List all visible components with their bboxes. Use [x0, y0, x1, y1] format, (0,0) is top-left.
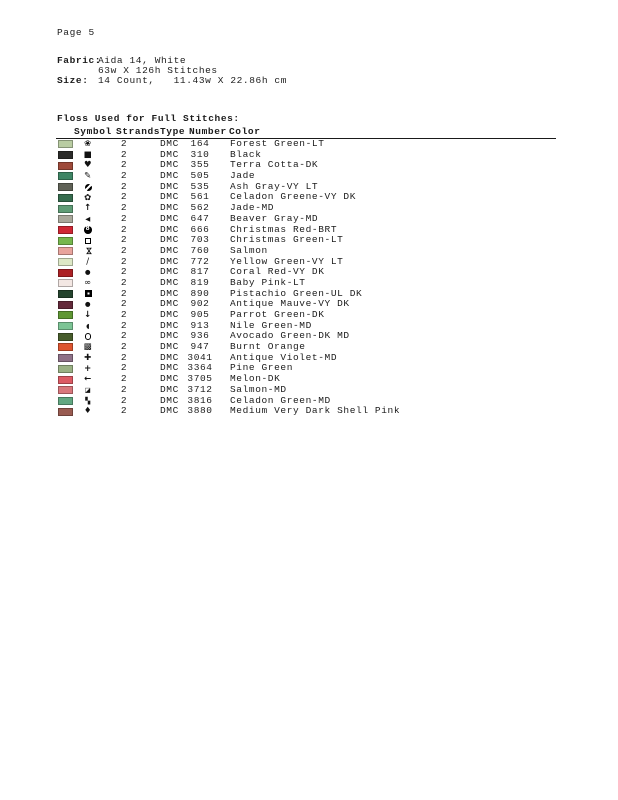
size-row [57, 76, 287, 86]
floss-type: DMC [160, 255, 179, 267]
symbol-cell [76, 342, 100, 353]
color-swatch [58, 408, 73, 416]
symbol-cell [76, 331, 100, 342]
color-swatch [58, 194, 73, 202]
strands-value: 2 [120, 266, 128, 278]
floss-number: 913 [190, 319, 210, 331]
strands-value: 2 [120, 244, 128, 256]
floss-color-name: Medium Very Dark Shell Pink [230, 405, 401, 417]
symbol-cell [76, 225, 100, 236]
column-header-color: Color [229, 126, 261, 137]
floss-table-title: Floss Used for Full Stitches: [57, 113, 240, 124]
down-arrow-icon: ↓ [84, 310, 92, 321]
symbol-cell [76, 353, 100, 364]
floss-number: 355 [190, 159, 210, 171]
size-value: 14 Count, 11.43w X 22.86h cm [98, 75, 288, 87]
floss-row-936 [56, 331, 556, 342]
floss-type: DMC [160, 138, 179, 149]
left-half-disc-icon: ◖ [85, 321, 91, 330]
floss-color-name: Salmon [230, 244, 268, 256]
floss-color-name: Black [230, 148, 262, 160]
floss-color-name: Nile Green-MD [230, 319, 312, 331]
strands-value: 2 [120, 234, 128, 246]
floss-type: DMC [160, 191, 179, 203]
floss-table [56, 126, 556, 417]
strands-value: 2 [120, 255, 128, 267]
floss-type: DMC [160, 373, 179, 385]
symbol-cell [76, 406, 100, 417]
floss-row-355 [56, 160, 556, 171]
color-swatch [58, 279, 73, 287]
color-swatch [58, 386, 73, 394]
strands-value: 2 [120, 159, 128, 171]
color-swatch [58, 172, 73, 180]
floss-number: 3705 [187, 373, 213, 385]
color-swatch [58, 183, 73, 191]
floss-color-name: Christmas Red-BRT [230, 223, 338, 235]
strands-value: 2 [120, 138, 128, 149]
color-swatch [58, 205, 73, 213]
column-header-strands: Strands [116, 126, 161, 137]
pencil-icon: ✎ [84, 171, 92, 182]
floss-number: 905 [190, 309, 210, 320]
floss-number: 817 [190, 266, 210, 278]
heavy-cross-icon: ✚ [84, 352, 92, 363]
floss-row-3041 [56, 353, 556, 364]
floss-color-name: Christmas Green-LT [230, 234, 344, 246]
strands-value: 2 [120, 405, 128, 417]
floss-color-name: Ash Gray-VY LT [230, 180, 319, 192]
floss-type: DMC [160, 244, 179, 256]
half-filled-square-icon: ◪ [84, 385, 92, 394]
symbol-cell [76, 396, 100, 407]
white-florette-icon: ❀ [84, 139, 92, 150]
inverse-square-dot-icon [85, 290, 92, 297]
strands-value: 2 [120, 202, 128, 214]
symbol-cell [76, 278, 100, 289]
floss-number: 535 [190, 180, 210, 192]
floss-color-name: Beaver Gray-MD [230, 212, 319, 224]
symbol-cell [76, 267, 100, 278]
floss-number: 647 [190, 212, 210, 224]
strands-value: 2 [120, 373, 128, 385]
floss-type: DMC [160, 276, 179, 288]
floss-color-name: Jade [230, 170, 256, 182]
floss-number: 902 [190, 298, 210, 310]
symbol-cell [76, 150, 100, 161]
floss-color-name: Parrot Green-DK [230, 309, 325, 320]
floss-row-647 [56, 214, 556, 225]
strands-value: 2 [120, 212, 128, 224]
floss-number: 3712 [187, 383, 213, 395]
symbol-cell [76, 235, 100, 246]
strands-value: 2 [120, 309, 128, 320]
symbol-cell [76, 257, 100, 268]
floss-color-name: Terra Cotta-DK [230, 159, 319, 171]
symbol-cell [76, 246, 100, 257]
floss-number: 772 [190, 255, 210, 267]
symbol-cell [76, 374, 100, 385]
fabric-value: Aida 14, White [98, 55, 187, 66]
symbol-cell [76, 385, 100, 396]
floss-table-body [56, 139, 556, 417]
floss-row-164 [56, 139, 556, 150]
floss-number: 703 [190, 234, 210, 246]
color-swatch [58, 226, 73, 234]
strands-value: 2 [120, 298, 128, 310]
floss-type: DMC [160, 159, 179, 171]
floss-color-name: Melon-DK [230, 373, 281, 385]
floss-number: 3816 [187, 394, 213, 406]
floss-row-561 [56, 192, 556, 203]
strands-value: 2 [120, 383, 128, 395]
symbol-cell [76, 139, 100, 150]
hourglass-icon: ⋈ [83, 246, 93, 256]
floss-type: DMC [160, 180, 179, 192]
floss-type: DMC [160, 405, 179, 417]
floss-color-name: Pine Green [230, 362, 294, 374]
left-triangle-icon: ◀ [85, 214, 91, 223]
strands-value: 2 [120, 330, 128, 342]
black-florette-icon: ✿ [84, 192, 92, 203]
floss-type: DMC [160, 234, 179, 246]
floss-number: 760 [190, 244, 210, 256]
floss-type: DMC [160, 394, 179, 406]
floss-type: DMC [160, 298, 179, 310]
crosshatch-square-icon: ▩ [83, 342, 93, 353]
floss-type: DMC [160, 287, 179, 299]
fabric-info [57, 56, 287, 87]
size-label: Size: [57, 75, 89, 87]
strands-value: 2 [120, 276, 128, 288]
floss-color-name: Antique Violet-MD [230, 351, 338, 363]
strands-value: 2 [120, 170, 128, 182]
floss-number: 936 [190, 330, 210, 342]
floss-color-name: Jade-MD [230, 202, 275, 214]
floss-type: DMC [160, 309, 179, 320]
color-swatch [58, 162, 73, 170]
strands-value: 2 [120, 394, 128, 406]
floss-row-3364 [56, 363, 556, 374]
symbol-cell [76, 192, 100, 203]
floss-number: 666 [190, 223, 210, 235]
floss-type: DMC [160, 266, 179, 278]
color-swatch [58, 333, 73, 341]
floss-color-name: Celadon Greene-VY DK [230, 191, 357, 203]
color-swatch [58, 269, 73, 277]
floss-number: 3880 [187, 405, 213, 417]
floss-type: DMC [160, 148, 179, 160]
floss-color-name: Avocado Green-DK MD [230, 330, 350, 342]
floss-color-name: Salmon-MD [230, 383, 287, 395]
color-swatch [58, 311, 73, 319]
fabric-stitch-count: 63w X 126h Stitches [98, 65, 218, 77]
strands-value: 2 [120, 351, 128, 363]
checker-quadrant-icon: ▚ [85, 396, 91, 405]
floss-color-name: Antique Mauve-VY DK [230, 298, 350, 310]
floss-type: DMC [160, 319, 179, 331]
fabric-label: Fabric: [57, 55, 102, 66]
floss-number: 3041 [187, 351, 213, 363]
symbol-cell [76, 299, 100, 310]
floss-type: DMC [160, 351, 179, 363]
strands-value: 2 [120, 180, 128, 192]
strands-value: 2 [120, 287, 128, 299]
floss-type: DMC [160, 170, 179, 182]
floss-color-name: Celadon Green-MD [230, 394, 331, 406]
floss-color-name: Yellow Green-VY LT [230, 255, 344, 267]
slashed-disc-icon [85, 184, 92, 191]
floss-type: DMC [160, 202, 179, 214]
floss-row-703 [56, 235, 556, 246]
diamond-icon: ♦ [83, 406, 93, 417]
floss-row-817 [56, 267, 556, 278]
floss-number: 310 [190, 148, 210, 160]
floss-number: 947 [190, 341, 210, 353]
floss-number: 505 [190, 170, 210, 182]
floss-number: 561 [190, 191, 210, 203]
symbol-cell [76, 171, 100, 182]
ring-icon [85, 333, 92, 340]
floss-row-760 [56, 246, 556, 257]
floss-row-3705 [56, 374, 556, 385]
floss-color-name: Coral Red-VY DK [230, 266, 325, 278]
strands-value: 2 [120, 341, 128, 353]
floss-type: DMC [160, 341, 179, 353]
color-swatch [58, 322, 73, 330]
color-swatch [58, 343, 73, 351]
floss-type: DMC [160, 223, 179, 235]
plus-icon: + [84, 363, 92, 374]
floss-number: 890 [190, 287, 210, 299]
symbol-cell [76, 321, 100, 332]
color-swatch [58, 247, 73, 255]
floss-row-3880 [56, 406, 556, 417]
column-header-number: Number [189, 126, 227, 137]
heart-icon: ♥ [83, 160, 93, 171]
color-swatch [58, 258, 73, 266]
color-swatch [58, 397, 73, 405]
symbol-cell [76, 310, 100, 321]
symbol-cell [76, 203, 100, 214]
floss-color-name: Pistachio Green-UL DK [230, 287, 363, 299]
floss-color-name: Baby Pink-LT [230, 276, 306, 288]
color-swatch [58, 376, 73, 384]
strands-value: 2 [120, 362, 128, 374]
symbol-cell [76, 182, 100, 193]
floss-number: 3364 [187, 362, 213, 374]
symbol-cell [76, 160, 100, 171]
slash-icon: / [86, 256, 90, 267]
floss-number: 164 [190, 138, 210, 149]
color-swatch [58, 140, 73, 148]
color-swatch [58, 365, 73, 373]
filled-circle-icon: ● [84, 300, 92, 309]
left-arrow-icon: ← [84, 374, 92, 385]
floss-number: 562 [190, 202, 210, 214]
floss-type: DMC [160, 383, 179, 395]
symbol-cell [76, 214, 100, 225]
color-swatch [58, 215, 73, 223]
strands-value: 2 [120, 191, 128, 203]
color-swatch [58, 301, 73, 309]
symbol-cell [76, 363, 100, 374]
column-header-type: Type [160, 126, 186, 137]
floss-number: 819 [190, 276, 210, 288]
strands-value: 2 [120, 223, 128, 235]
floss-type: DMC [160, 362, 179, 374]
color-swatch [58, 354, 73, 362]
up-arrow-icon: ↑ [84, 203, 92, 214]
page-number: Page 5 [57, 27, 95, 38]
floss-type: DMC [160, 330, 179, 342]
strands-value: 2 [120, 319, 128, 331]
color-swatch [58, 151, 73, 159]
column-header-symbol: Symbol [74, 126, 112, 137]
outline-square-icon [85, 238, 91, 244]
floss-color-name: Forest Green-LT [230, 138, 325, 149]
filled-circle-icon: ● [84, 268, 92, 277]
infinity-icon: ∞ [84, 278, 92, 289]
color-swatch [58, 290, 73, 298]
strands-value: 2 [120, 148, 128, 160]
floss-row-3712 [56, 385, 556, 396]
circled-eight-icon: 8 [85, 225, 91, 232]
floss-color-name: Burnt Orange [230, 341, 306, 353]
symbol-cell [76, 289, 100, 300]
floss-type: DMC [160, 212, 179, 224]
color-swatch [58, 237, 73, 245]
filled-square-icon: ■ [83, 149, 93, 160]
